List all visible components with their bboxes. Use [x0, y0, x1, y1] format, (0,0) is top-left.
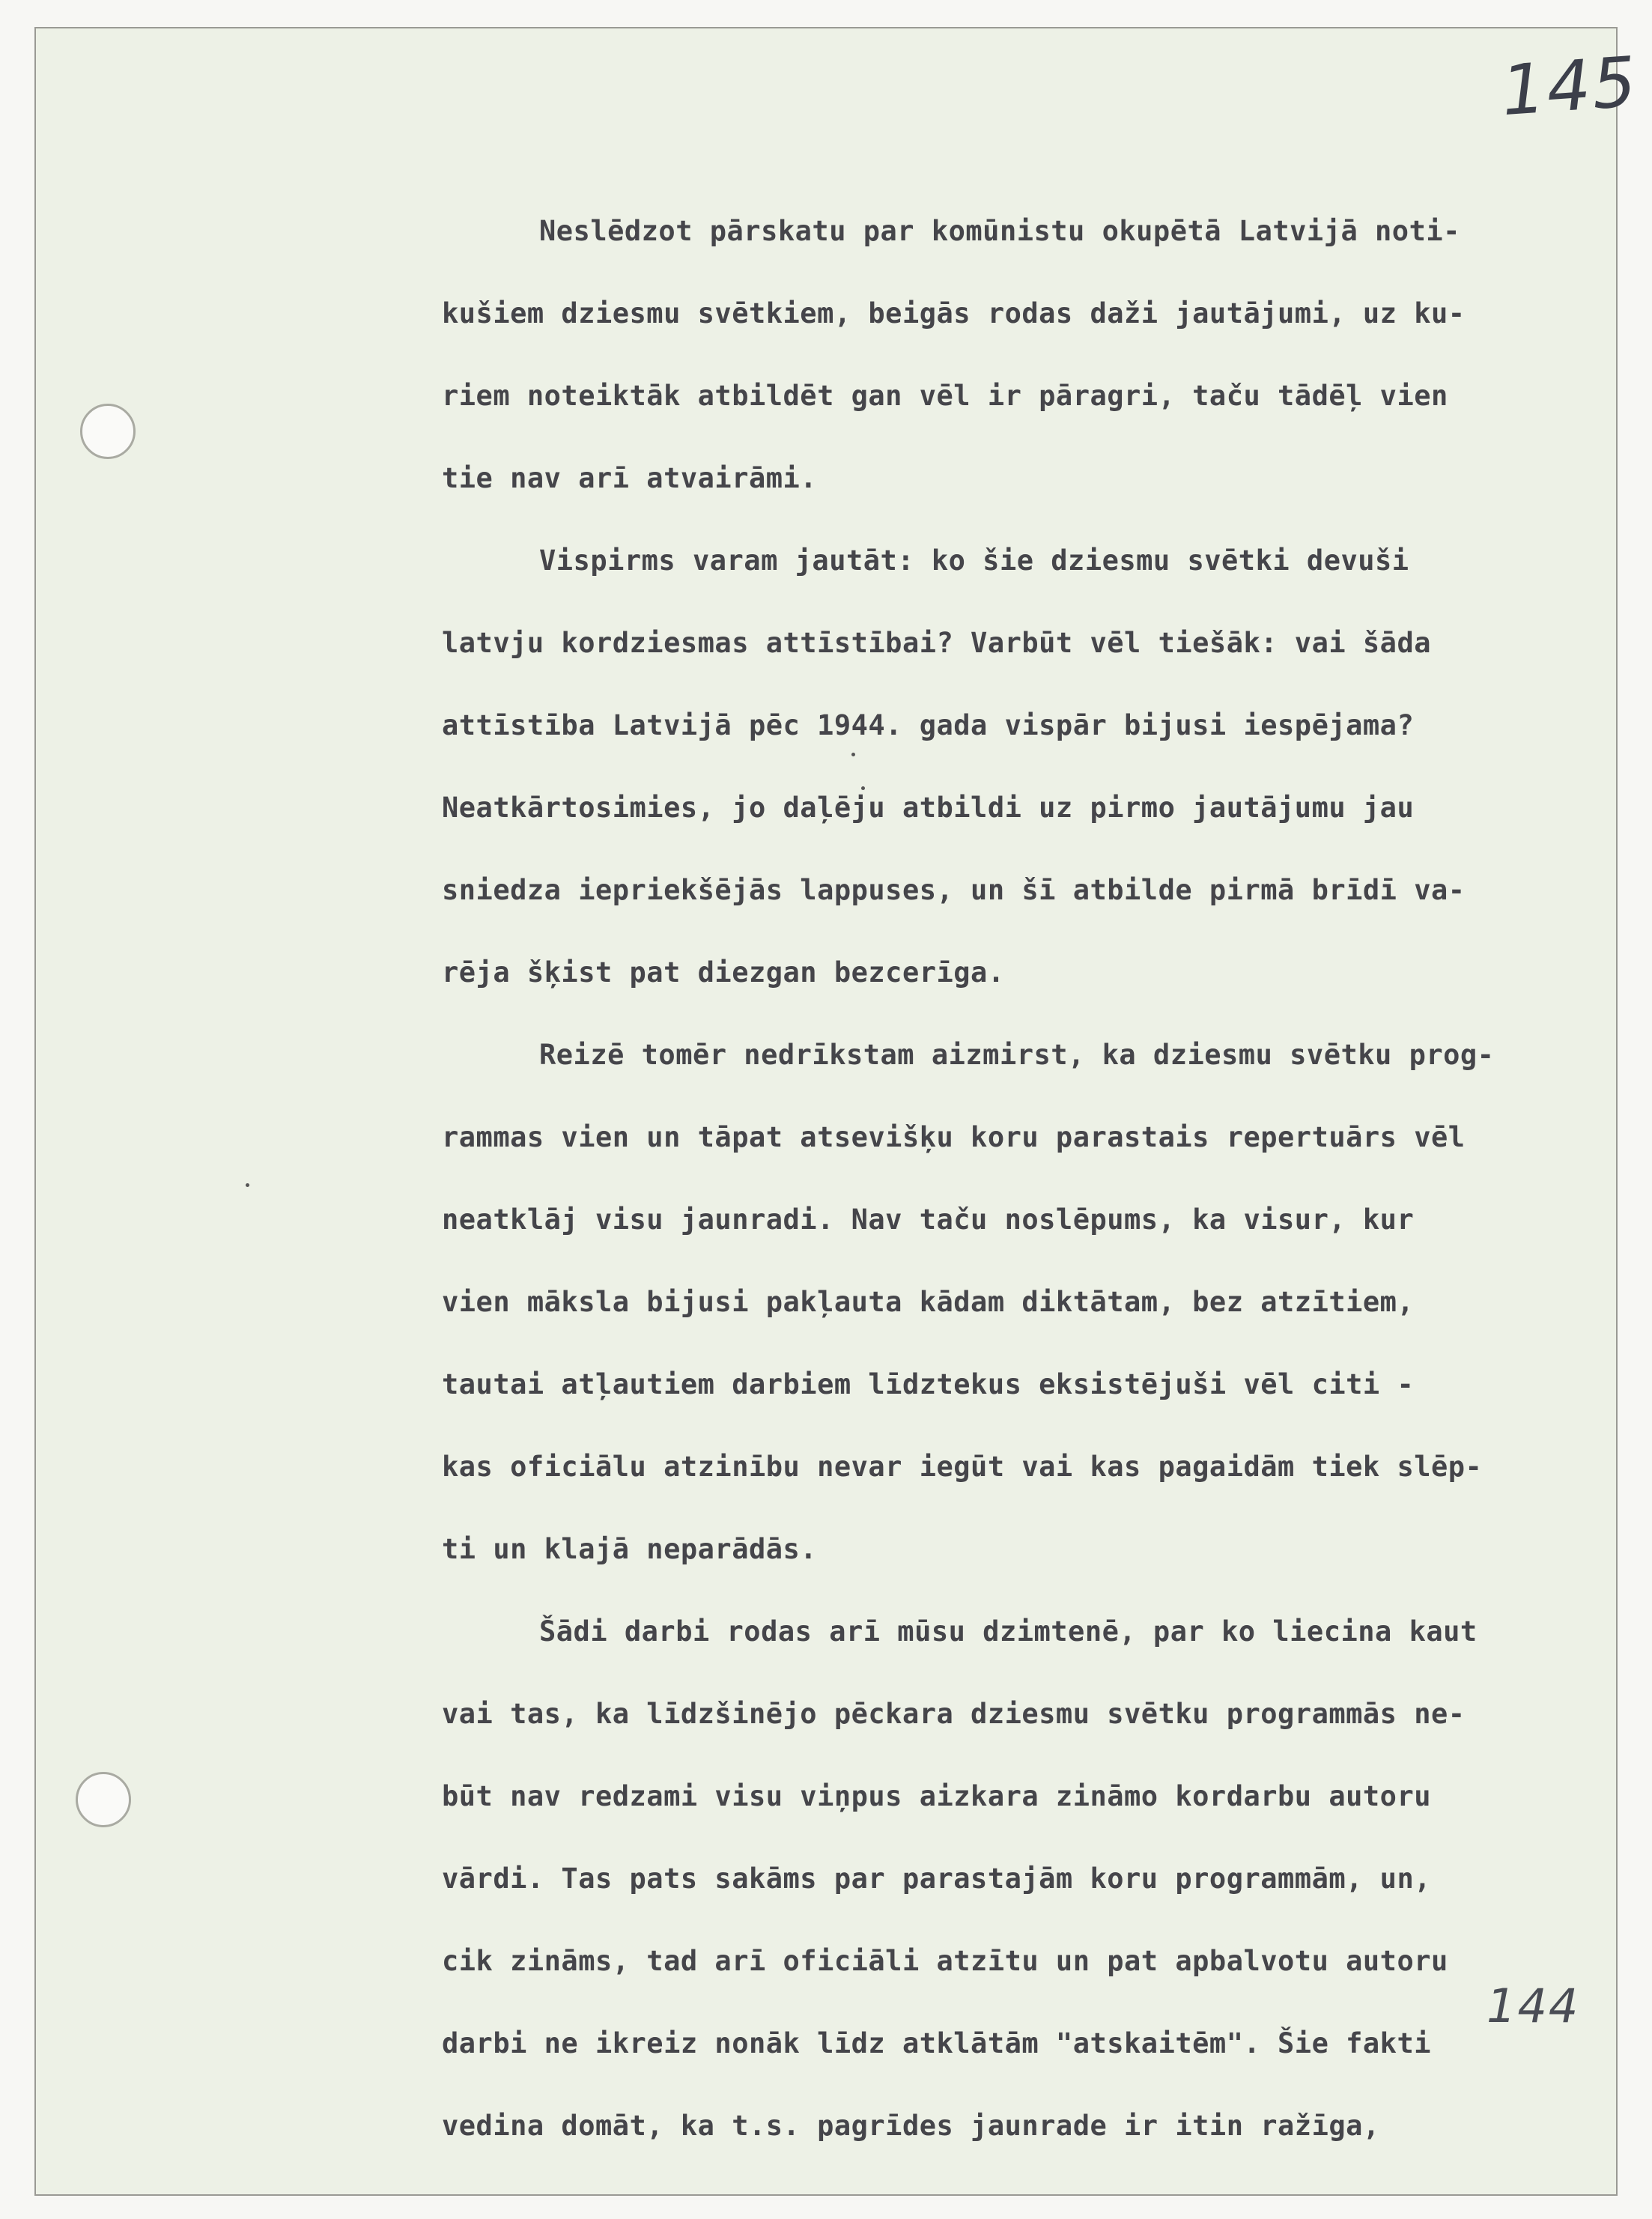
- handwritten-page-number-bottom: 144: [1487, 1979, 1580, 2033]
- handwritten-page-number-top: 145: [1498, 41, 1641, 132]
- text-line: ti un klajā neparādās.: [442, 1533, 818, 1565]
- text-line: Vispirms varam jautāt: ko šie dziesmu svētki devuši: [539, 544, 1409, 577]
- text-line: Šādi darbi rodas arī mūsu dzimtenē, par ko liecina kaut: [539, 1615, 1478, 1648]
- text-line: Reizē tomēr nedrīkstam aizmirst, ka dziesmu svētku prog-: [539, 1039, 1495, 1071]
- punch-hole-bottom: [76, 1772, 131, 1827]
- text-line: attīstība Latvijā pēc 1944. gada vispār bijusi iespējama?: [442, 709, 1415, 741]
- typescript-body: [442, 190, 1580, 2167]
- text-line: kušiem dziesmu svētkiem, beigās rodas daži jautājumi, uz ku-: [442, 297, 1466, 330]
- text-line: vien māksla bijusi pakļauta kādam diktātam, bez atzītiem,: [442, 1286, 1415, 1318]
- text-line: vai tas, ka līdzšinējo pēckara dziesmu svētku programmās ne-: [442, 1698, 1466, 1730]
- speck: [861, 786, 865, 790]
- text-line: cik zināms, tad arī oficiāli atzītu un pat apbalvotu autoru: [442, 1945, 1448, 1977]
- text-line: būt nav redzami visu viņpus aizkara zināmo kordarbu autoru: [442, 1780, 1432, 1812]
- text-line: Neslēdzot pārskatu par komūnistu okupētā Latvijā noti-: [539, 215, 1460, 247]
- punch-hole-top: [80, 404, 136, 459]
- text-line: tie nav arī atvairāmi.: [442, 462, 818, 494]
- text-line: latvju kordziesmas attīstībai? Varbūt vēl tiešāk: vai šāda: [442, 627, 1432, 659]
- text-line: vedina domāt, ka t.s. pagrīdes jaunrade ir itin ražīga,: [442, 2110, 1380, 2142]
- text-line: riem noteiktāk atbildēt gan vēl ir pāragri, taču tādēļ vien: [442, 380, 1448, 412]
- text-line: darbi ne ikreiz nonāk līdz atklātām "atskaitēm". Šie fakti: [442, 2027, 1432, 2059]
- text-line: rēja šķist pat diezgan bezcerīga.: [442, 956, 1005, 989]
- text-line: kas oficiālu atzinību nevar iegūt vai kas pagaidām tiek slēp-: [442, 1451, 1483, 1483]
- speck: [246, 1183, 249, 1187]
- text-line: neatklāj visu jaunradi. Nav taču noslēpums, ka visur, kur: [442, 1203, 1415, 1236]
- speck: [851, 753, 855, 756]
- text-line: tautai atļautiem darbiem līdztekus eksistējuši vēl citi -: [442, 1368, 1415, 1400]
- text-line: sniedza iepriekšējās lappuses, un šī atbilde pirmā brīdī va-: [442, 874, 1466, 906]
- text-line: vārdi. Tas pats sakāms par parastajām koru programmām, un,: [442, 1863, 1432, 1895]
- text-line: Neatkārtosimies, jo daļēju atbildi uz pirmo jautājumu jau: [442, 792, 1415, 824]
- text-line: rammas vien un tāpat atsevišķu koru parastais repertuārs vēl: [442, 1121, 1466, 1153]
